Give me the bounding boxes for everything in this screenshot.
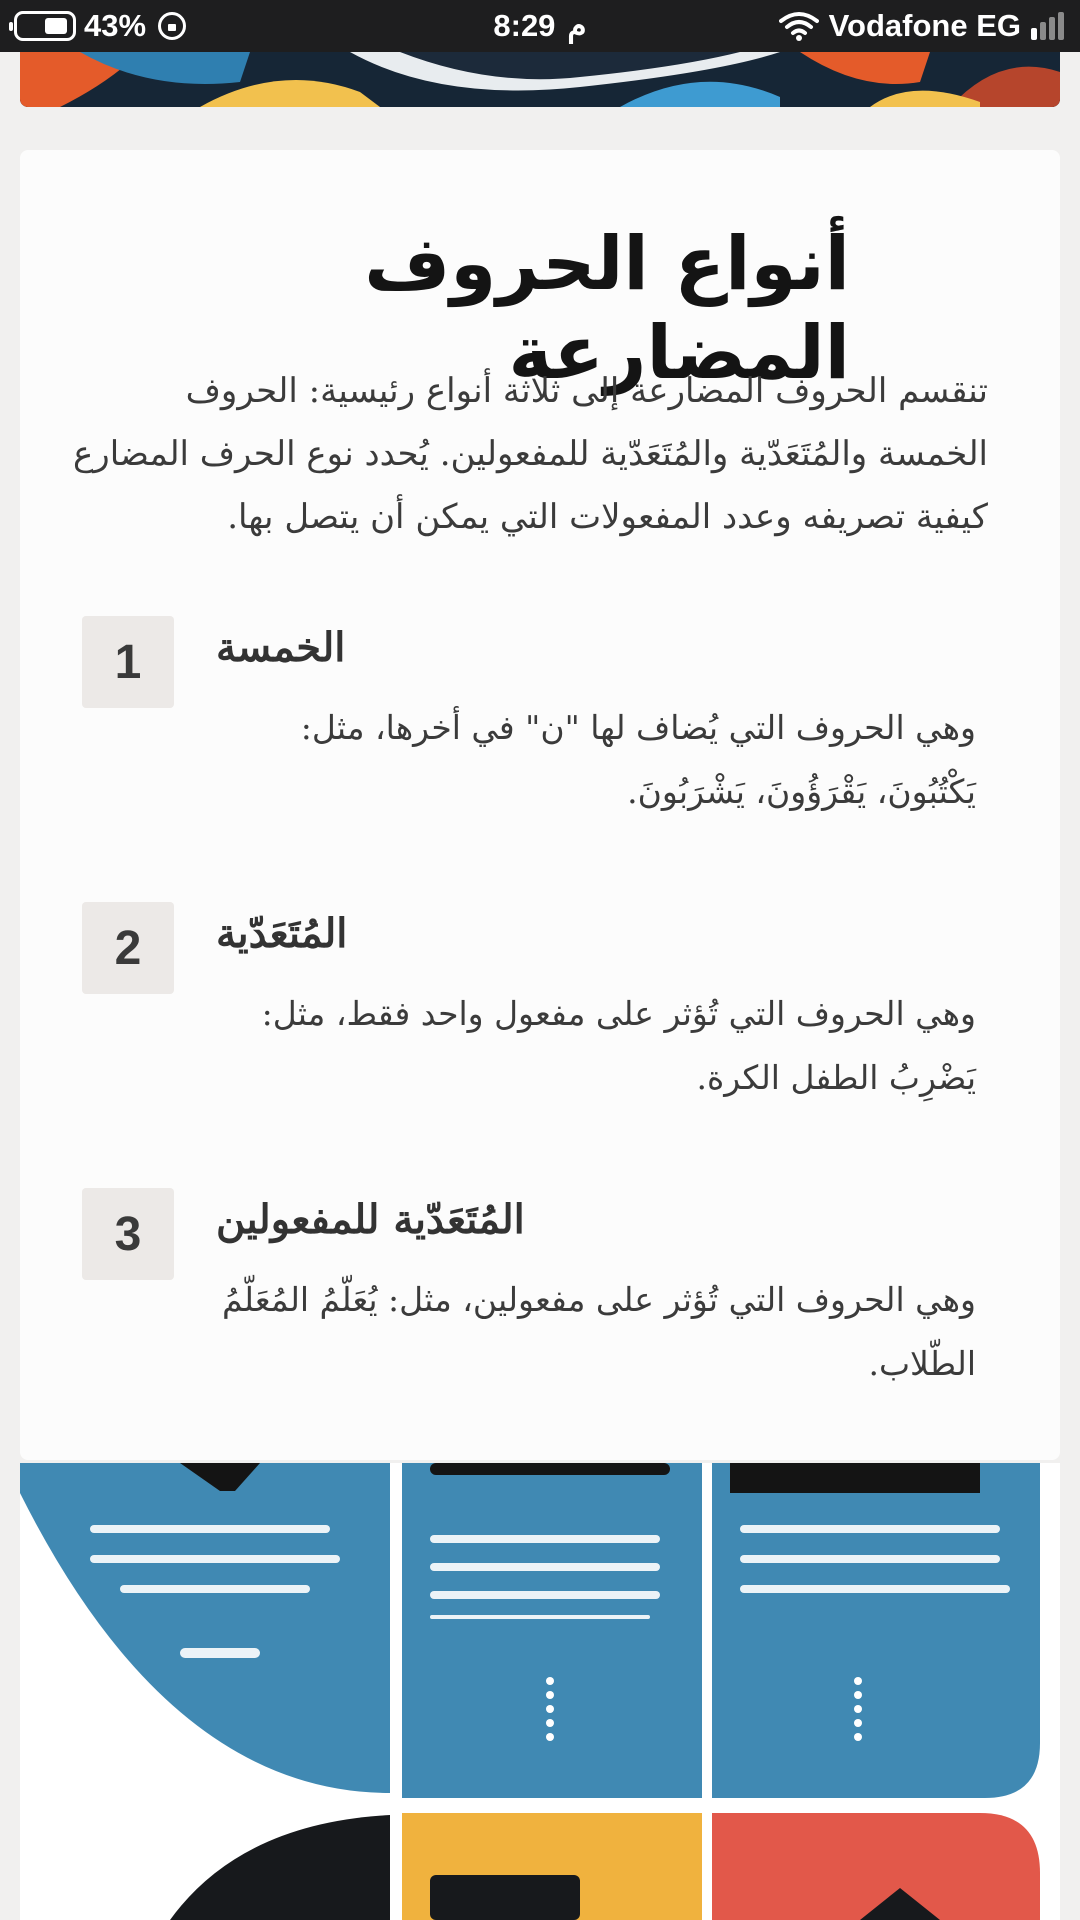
infographic-image <box>20 1463 1060 1920</box>
status-bar <box>0 0 1080 52</box>
item-body: وهي الحروف التي تُؤثر على مفعولين، مثل: يُعَلّمُ المُعَلّمُ الطّلاب. <box>221 1280 976 1383</box>
article-card <box>20 150 1060 1460</box>
status-right <box>779 0 1064 52</box>
wifi-icon <box>779 11 819 41</box>
item-body: وهي الحروف التي يُضاف لها "ن" في أخرها، مثل: يَكْتُبُونَ، يَقْرَؤُونَ، يَشْرَبُونَ. <box>300 708 976 811</box>
clock-time: 8:29 <box>493 8 556 43</box>
item-title: المُتَعَدّية <box>216 910 348 957</box>
item-number: 3 <box>82 1188 174 1280</box>
item-body: وهي الحروف التي تُؤثر على مفعول واحد فقط، مثل: يَضْرِبُ الطفل الكرة. <box>261 994 976 1097</box>
clock-ampm: م <box>567 8 587 43</box>
item-title: الخمسة <box>216 624 346 671</box>
signal-icon <box>1031 12 1064 40</box>
item-number: 1 <box>82 616 174 708</box>
carrier-name: Vodafone EG <box>828 8 1021 43</box>
infographic-illustration <box>20 1463 1060 1920</box>
item-number: 2 <box>82 902 174 994</box>
battery-percentage: 43% <box>84 8 147 43</box>
item-title: المُتَعَدّية للمفعولين <box>216 1196 525 1243</box>
hero-illustration <box>20 52 1060 107</box>
article-intro: تنقسم الحروف المضارعة إلى ثلاثة أنواع رئيسية: الحروف الخمسة والمُتَعَدّية والمُتَعَدّية للمفعولين. يُحدد نوع الحرف المضارع كيفية تصريفه وعدد المفعولات التي يمكن أن يتصل بها. <box>72 371 988 537</box>
hero-image <box>20 52 1060 107</box>
article-title: أنواع الحروف المضارعة <box>364 221 850 396</box>
